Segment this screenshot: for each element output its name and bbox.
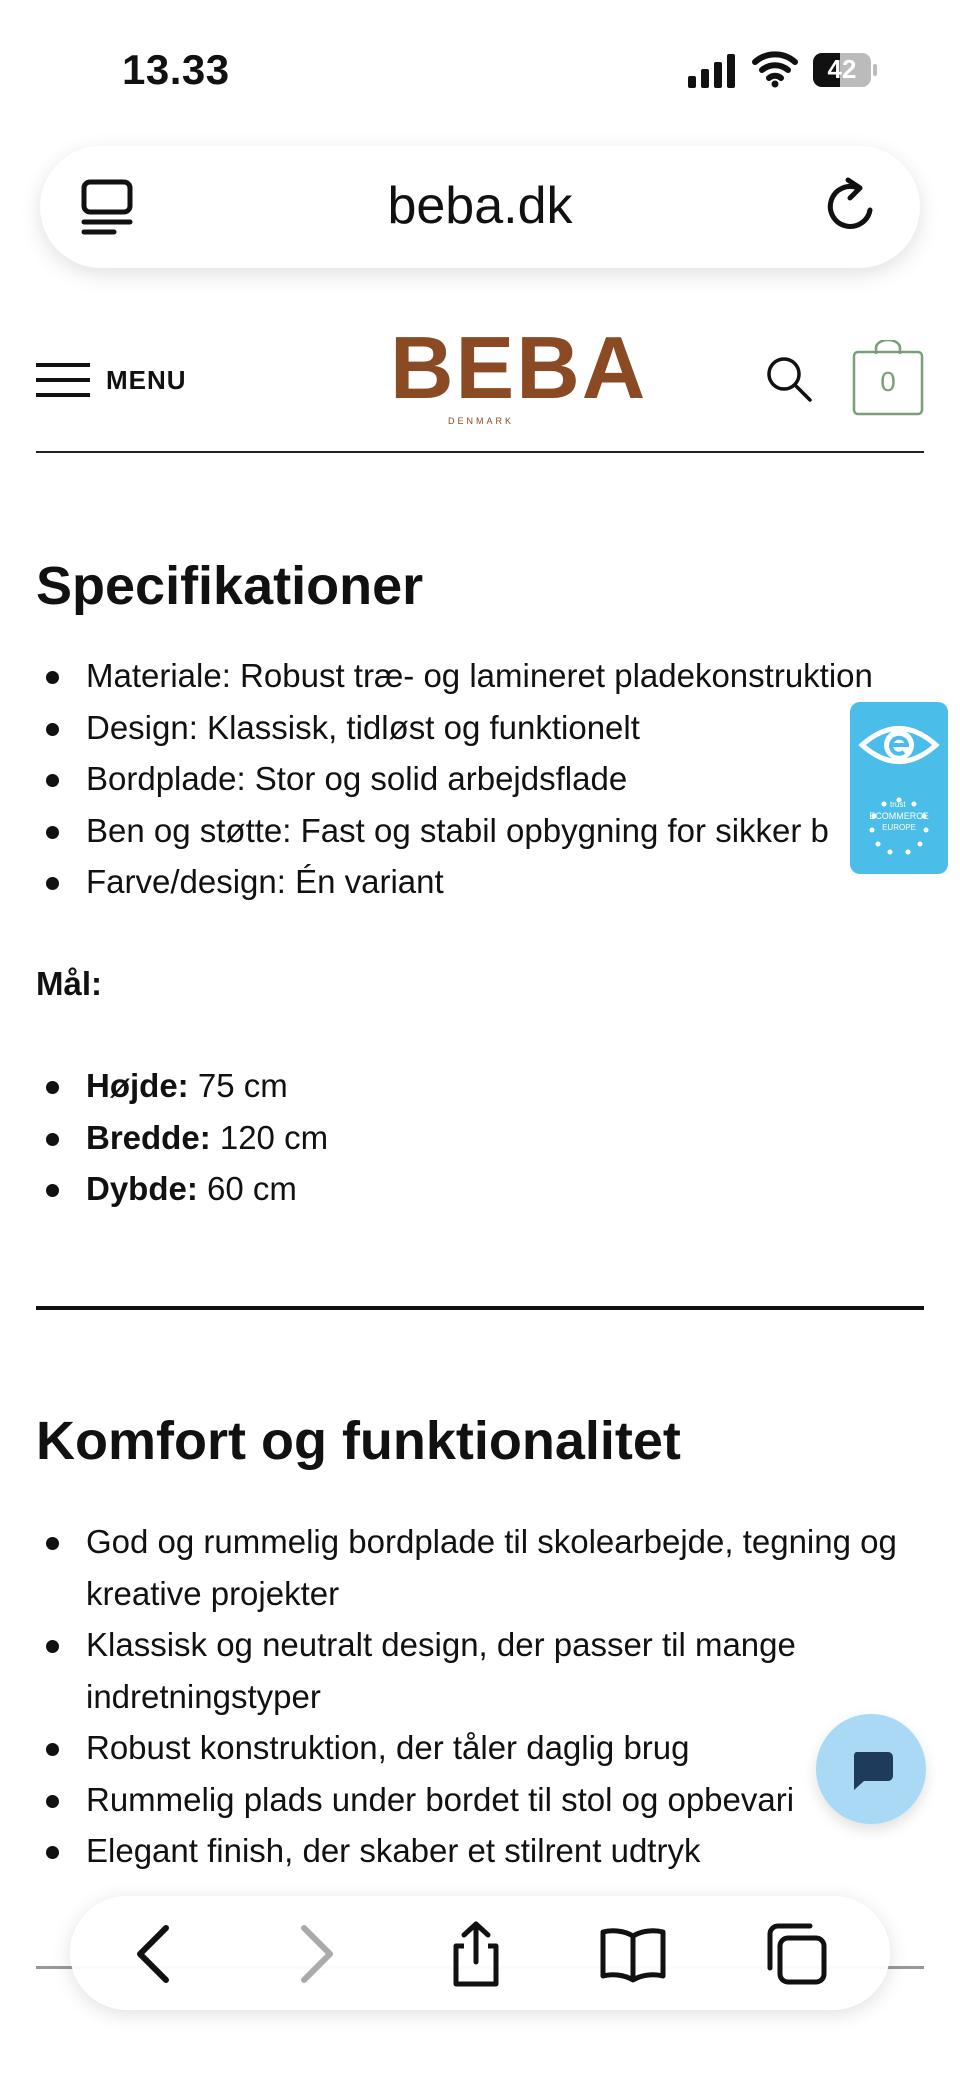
forward-icon[interactable]	[278, 1918, 350, 1990]
eye-icon	[858, 714, 940, 776]
logo-subtext: DENMARK	[447, 416, 514, 426]
reload-icon[interactable]	[820, 174, 884, 238]
trust-line-2: ECOMMERCE	[869, 811, 929, 821]
header-divider	[36, 451, 924, 453]
section-divider	[36, 1306, 924, 1310]
dimension-value: 120 cm	[210, 1118, 329, 1156]
site-header	[0, 300, 960, 452]
back-icon[interactable]	[120, 1918, 192, 1990]
battery-level: 42	[827, 54, 857, 84]
list-item: God og rummelig bordplade til skolearbejde, tegning og kreative projekter	[36, 1516, 936, 1619]
search-icon[interactable]	[764, 354, 814, 404]
list-item: Materiale: Robust træ- og lamineret pladekonstruktion	[36, 650, 960, 702]
dimension-key: Dybde:	[86, 1170, 198, 1207]
cart-count: 0	[880, 366, 896, 397]
list-item: Design: Klassisk, tidløst og funktionelt	[36, 702, 960, 754]
list-item: Klassisk og neutralt design, der passer til mange indretningstyper	[36, 1619, 886, 1722]
list-item	[36, 1163, 328, 1215]
chat-button[interactable]	[816, 1714, 926, 1824]
dimensions-list	[36, 1060, 328, 1215]
dimension-key: Højde:	[86, 1067, 189, 1104]
address-bar[interactable]	[40, 146, 920, 268]
list-item	[36, 1112, 328, 1164]
dimensions-label: Mål:	[36, 965, 102, 1002]
list-item: Rummelig plads under bordet til stol og opbevari	[36, 1774, 936, 1826]
status-bar	[0, 0, 960, 130]
bookmarks-icon[interactable]	[597, 1918, 669, 1990]
list-item: Robust konstruktion, der tåler daglig brug	[36, 1722, 936, 1774]
battery-indicator	[812, 52, 878, 88]
list-item: Elegant finish, der skaber et stilrent udtryk	[36, 1825, 936, 1877]
dimension-key: Bredde:	[86, 1118, 211, 1156]
comfort-list	[36, 1516, 936, 1877]
specifications-heading: Specifikationer	[36, 556, 424, 616]
menu-button[interactable]	[36, 360, 187, 400]
chat-icon	[850, 1750, 894, 1792]
status-time: 13.33	[122, 46, 230, 93]
menu-label: MENU	[106, 364, 187, 395]
url-text[interactable]: beba.dk	[387, 177, 573, 235]
trust-badge[interactable]	[850, 702, 948, 874]
logo-text: BEBA	[390, 318, 648, 417]
specifications-list	[36, 650, 960, 908]
tabs-icon[interactable]	[760, 1918, 832, 1990]
dimension-value: 75 cm	[188, 1067, 288, 1104]
comfort-heading: Komfort og funktionalitet	[36, 1411, 681, 1471]
list-item: Farve/design: Én variant	[36, 856, 960, 908]
wifi-icon	[752, 50, 798, 88]
logo[interactable]	[390, 318, 648, 432]
dimension-value: 60 cm	[197, 1170, 297, 1207]
list-item	[36, 1060, 328, 1112]
trust-line-3: EUROPE	[882, 823, 916, 832]
list-item: Ben og støtte: Fast og stabil opbygning for sikker b	[36, 805, 960, 857]
cart-button[interactable]	[852, 340, 924, 416]
signal-icon	[688, 54, 738, 88]
trust-line-1: trust	[890, 800, 906, 809]
menu-icon	[36, 360, 92, 400]
browser-toolbar	[70, 1896, 890, 2010]
share-icon[interactable]	[440, 1918, 512, 1990]
list-item: Bordplade: Stor og solid arbejdsflade	[36, 753, 960, 805]
